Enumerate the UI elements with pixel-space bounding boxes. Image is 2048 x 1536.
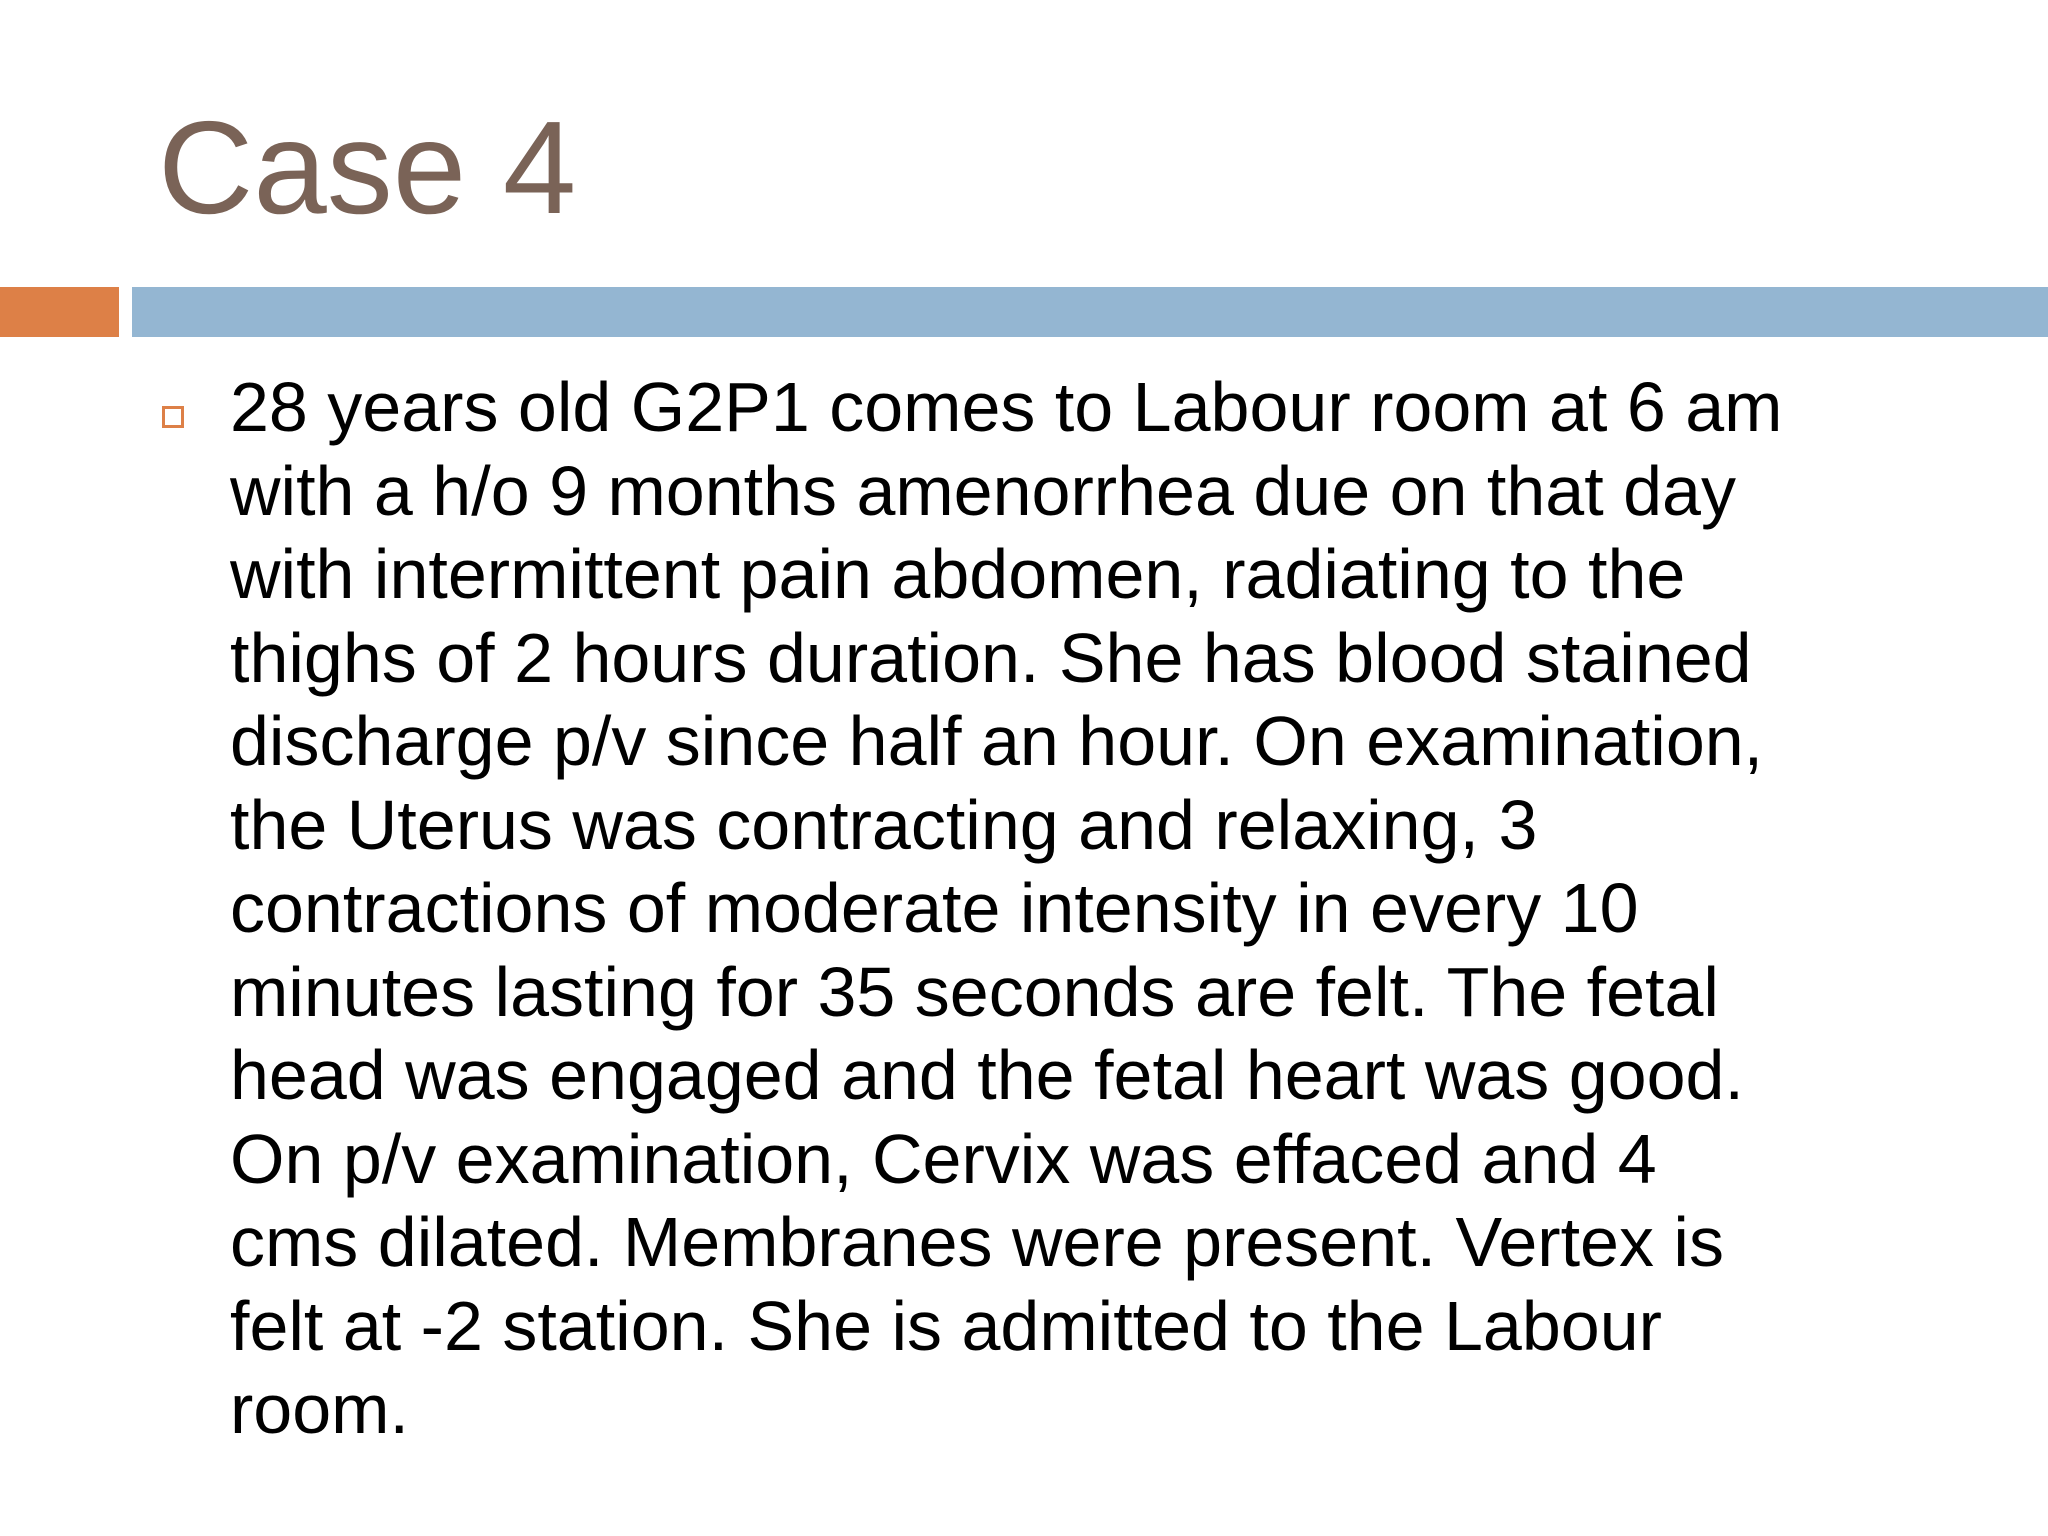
slide-title: Case 4	[158, 94, 577, 241]
bullet-line: On p/v examination, Cervix was effaced and 4	[230, 1119, 1657, 1198]
bullet-line: felt at -2 station. She is admitted to the Labour	[230, 1286, 1662, 1365]
bullet-line: cms dilated. Membranes were present. Vertex is	[230, 1203, 1724, 1281]
bullet-item	[162, 366, 1952, 1452]
bullet-line: thighs of 2 hours duration. She has blood stained	[230, 618, 1752, 697]
bullet-line: room.	[230, 1370, 409, 1448]
slide-body	[162, 366, 1952, 1452]
bullet-line: discharge p/v since half an hour. On examination,	[230, 702, 1764, 780]
accent-bar-orange	[0, 287, 119, 337]
bullet-line: with intermittent pain abdomen, radiating to the	[230, 535, 1686, 613]
accent-bar-blue	[132, 287, 2048, 337]
bullet-line: minutes lasting for 35 seconds are felt. The fetal	[230, 952, 1719, 1031]
bullet-line: with a h/o 9 months amenorrhea due on that day	[230, 451, 1736, 530]
bullet-text	[230, 366, 1952, 1452]
square-bullet-icon	[162, 406, 184, 428]
bullet-line: contractions of moderate intensity in every 10	[230, 869, 1639, 947]
bullet-line: 28 years old G2P1 comes to Labour room at 6 am	[230, 368, 1783, 446]
bullet-line: head was engaged and the fetal heart was good.	[230, 1036, 1744, 1114]
bullet-line: the Uterus was contracting and relaxing, 3	[230, 785, 1538, 864]
